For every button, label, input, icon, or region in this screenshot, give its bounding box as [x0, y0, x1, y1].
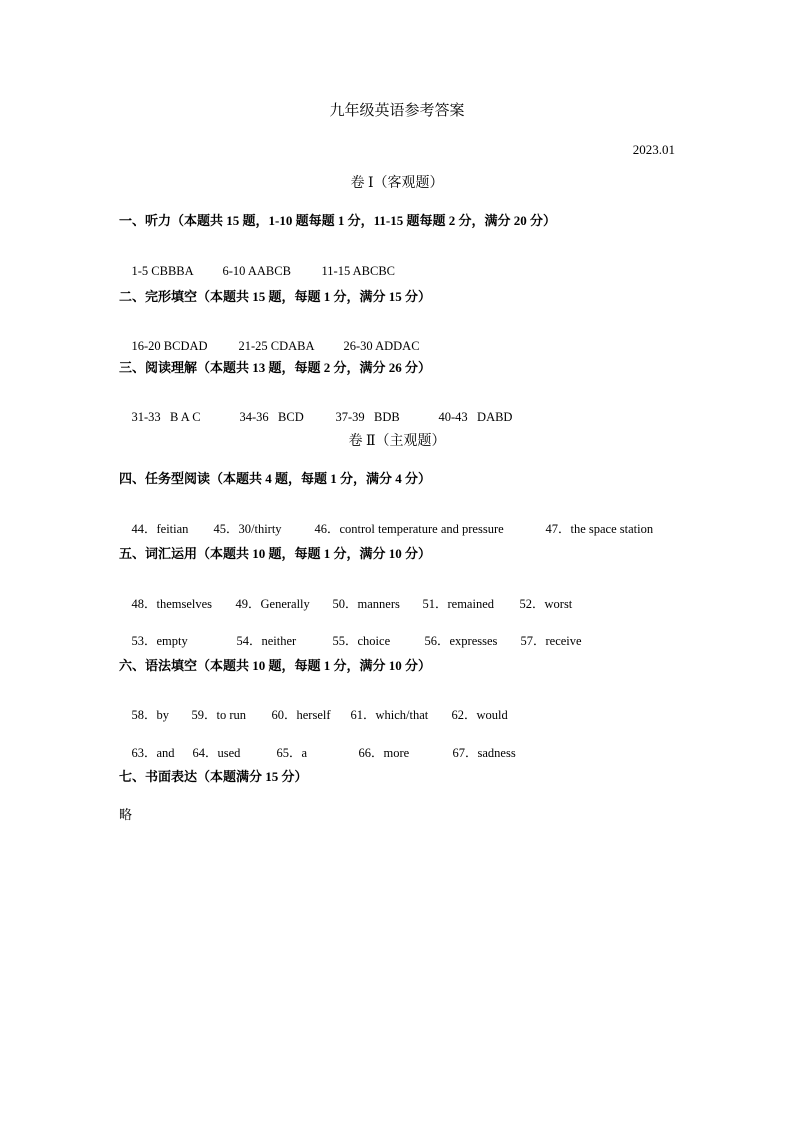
answer-item: 59．to run: [191, 707, 247, 722]
section-writing-answer: 略: [119, 807, 133, 822]
section-vocabulary-answers-row2: [119, 622, 582, 660]
section-writing-heading: 七、书面表达（本题满分 15 分）: [119, 769, 308, 784]
answer-group: 1-5 CBBBA: [131, 263, 194, 278]
answer-item: 48．themselves: [131, 596, 213, 611]
answer-item: 56．expresses: [424, 633, 498, 648]
answer-item: 47．the space station: [545, 521, 654, 536]
section-grammar-heading: 六、语法填空（本题共 10 题，每题 1 分，满分 10 分）: [119, 658, 432, 673]
answer-group: 34-36 BCD: [239, 409, 304, 424]
answer-group: 21-25 CDABA: [238, 338, 315, 353]
answer-item: 62．would: [451, 707, 508, 722]
volume-1-heading: 卷 Ⅰ（客观题）: [350, 176, 444, 191]
section-cloze-heading: 二、完形填空（本题共 15 题，每题 1 分，满分 15 分）: [119, 289, 432, 304]
answer-item: 45．30/thirty: [213, 521, 282, 536]
answer-item: 65．a: [276, 745, 308, 760]
volume-2-heading: 卷 Ⅱ（主观题）: [348, 434, 446, 449]
answer-group: 6-10 AABCB: [222, 263, 291, 278]
answer-item: 53．empty: [131, 633, 188, 648]
answer-group: 16-20 BCDAD: [131, 338, 208, 353]
answer-group: 37-39 BDB: [335, 409, 400, 424]
section-task-reading-heading: 四、任务型阅读（本题共 4 题，每题 1 分，满分 4 分）: [119, 471, 432, 486]
answer-item: 46．control temperature and pressure: [314, 521, 504, 536]
section-task-reading-answers: [119, 510, 653, 548]
section-reading-heading: 三、阅读理解（本题共 13 题，每题 2 分，满分 26 分）: [119, 360, 432, 375]
section-grammar-answers-row2: [119, 734, 516, 772]
answer-item: 61．which/that: [350, 707, 429, 722]
answer-item: 58．by: [131, 707, 170, 722]
section-listening-answers: [119, 252, 395, 290]
section-vocabulary-answers-row1: [119, 585, 572, 623]
document-title: 九年级英语参考答案: [329, 103, 465, 119]
answer-item: 60．herself: [271, 707, 331, 722]
answer-item: 57．receive: [520, 633, 582, 648]
section-listening-heading: 一、听力（本题共 15 题，1-10 题每题 1 分，11-15 题每题 2 分，满分 20 分）: [119, 213, 556, 228]
section-vocabulary-heading: 五、词汇运用（本题共 10 题，每题 1 分，满分 10 分）: [119, 546, 432, 561]
section-reading-answers: [119, 398, 512, 436]
section-cloze-answers: [119, 327, 420, 365]
answer-item: 63．and: [131, 745, 175, 760]
answer-item: 55．choice: [332, 633, 391, 648]
answer-item: 51．remained: [422, 596, 495, 611]
answer-group: 11-15 ABCBC: [321, 263, 396, 278]
document-date: 2023.01: [632, 142, 675, 157]
answer-item: 44．feitian: [131, 521, 189, 536]
answer-group: 40-43 DABD: [438, 409, 513, 424]
answer-item: 49．Generally: [235, 596, 310, 611]
answer-item: 54．neither: [236, 633, 297, 648]
answer-item: 64．used: [192, 745, 241, 760]
answer-group: 26-30 ADDAC: [343, 338, 420, 353]
answer-item: 52．worst: [519, 596, 573, 611]
answer-item: 50．manners: [332, 596, 400, 611]
answer-group: 31-33 B A C: [131, 409, 201, 424]
answer-item: 67．sadness: [452, 745, 516, 760]
answer-item: 66．more: [358, 745, 410, 760]
section-grammar-answers-row1: [119, 696, 508, 734]
